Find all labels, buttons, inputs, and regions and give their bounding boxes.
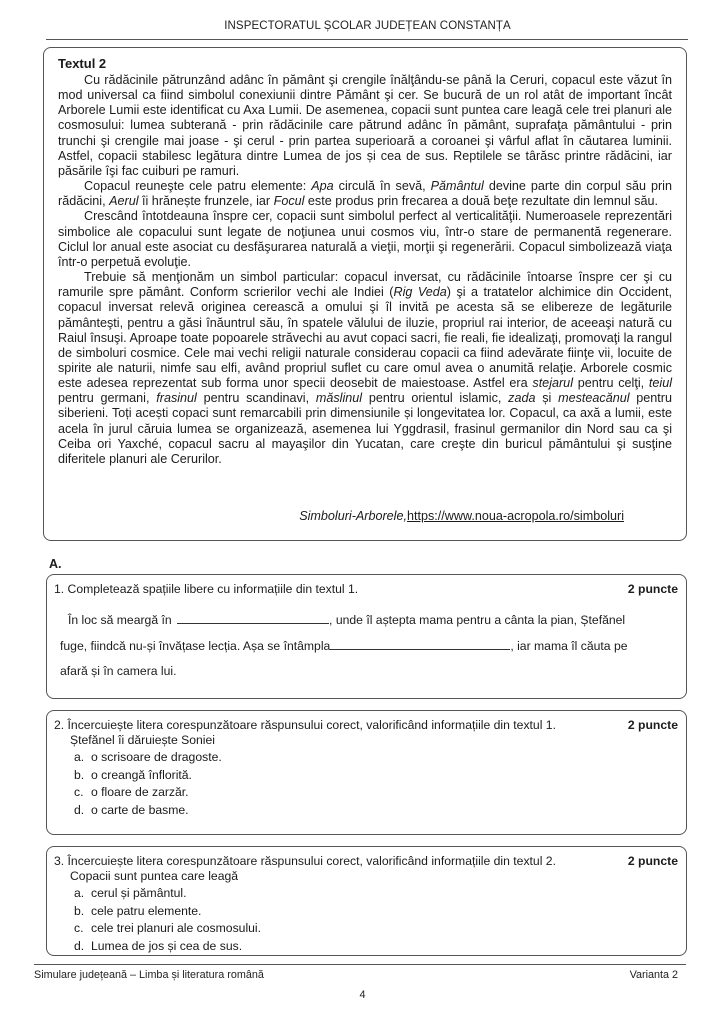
page-header-institution: INSPECTORATUL ȘCOLAR JUDEȚEAN CONSTANȚA [224, 20, 511, 32]
question-1-instruction: 1. Completează spațiile libere cu informațiile din textul 1. [54, 582, 359, 596]
text2-title: Textul 2 [58, 56, 107, 71]
option-letter: b. [74, 903, 85, 918]
fill-text-part-2: , unde îl aștepta mama pentru a cânta la pian, Ștefănel [329, 613, 626, 627]
question-1-box [46, 574, 687, 699]
section-a-label: A. [49, 557, 62, 571]
option-a[interactable] [74, 885, 261, 903]
option-text: cerul și pământul. [91, 886, 187, 900]
option-b[interactable] [74, 903, 261, 921]
fill-text-part-4: , iar mama îl căuta pe [510, 638, 628, 653]
question-3-stem: Copacii sunt puntea care leagă [70, 869, 239, 883]
question-2-header [54, 718, 678, 733]
fill-text-part-5: afară și în camera lui. [60, 664, 177, 678]
option-d[interactable] [74, 802, 222, 820]
footer-divider [34, 964, 686, 965]
fill-text-part-1: În loc să meargă în [68, 613, 176, 627]
question-2-box [46, 710, 687, 835]
page-number: 4 [359, 989, 366, 1001]
option-text: o floare de zarzăr. [91, 785, 189, 799]
option-c[interactable] [74, 784, 222, 802]
question-1-fill-text [54, 608, 674, 685]
source-title: Simboluri-Arborele, [299, 509, 407, 523]
question-1-points: 2 puncte [627, 582, 678, 596]
question-1-header [54, 582, 678, 597]
text2-paragraph-3: Crescând întotdeauna înspre cer, copacii sunt simbolul perfect al verticalităţii. Numeroasele reprezentări simbolice ale copacului sunt legate de noţiunea unui cosmos viu, într-o stare de permanentă regenerare. Ciclul lor anual este asociat cu desfăşurarea naturală a vieţii, morţii şi regenerării. Copacul simbolizează viaţa într-o perpetuă evoluţie. [58, 209, 672, 269]
question-3-options [74, 885, 261, 955]
blank-field-2[interactable] [330, 638, 510, 650]
option-c[interactable] [74, 920, 261, 938]
question-3-instruction: 3. Încercuiește litera corespunzătoare răspunsului corect, valorificând informațiile din textul 2. [54, 854, 556, 868]
option-text: cele patru elemente. [91, 903, 202, 918]
header-divider [46, 39, 688, 40]
option-d[interactable] [74, 938, 261, 956]
option-text: o creangă înflorită. [91, 767, 192, 782]
fill-text-part-3: fuge, fiindcă nu-și învățase lecția. Așa se întâmpla [60, 638, 331, 653]
option-text: o scrisoare de dragoste. [91, 750, 222, 764]
option-letter: d. [74, 802, 85, 817]
question-2-options [74, 749, 222, 819]
text2-paragraph-1: Cu rădăcinile pătrunzând adânc în pământ şi crengile înălţându-se până la Ceruri, copacul este văzut în mod universal ca fiind simbolul conexiunii dintre Pământ şi cer. Se bucură de un rol atât de important încât Arborele Lumii este identificat cu Axa Lumii. De asemenea, copacii sunt puntea care leagă cele trei planuri ale cosmosului: lumea subterană - prin rădăcinile care pătrund adânc în pământ, suprafaţa pământului - prin trunchi şi crengile mai joase - şi cerul - prin partea superioară a coroanei şi vârful aflat în căutarea luminii. Astfel, copacii stabilesc legătura dintre Lumea de jos și cea de sus. Reptilele se târăsc printre rădăcini, iar păsările îşi fac cuiburi pe ramuri. [58, 73, 672, 178]
option-a[interactable] [74, 749, 222, 767]
question-2-instruction: 2. Încercuiește litera corespunzătoare răspunsului corect, valorificând informațiile din textul 1. [54, 718, 556, 732]
option-text: o carte de basme. [91, 802, 189, 817]
option-b[interactable] [74, 767, 222, 785]
option-letter: b. [74, 767, 85, 782]
text2-body [58, 73, 672, 467]
text2-paragraph-4: Trebuie să menţionăm un simbol particular: copacul inversat, cu rădăcinile întoarse înspre cer şi cu ramurile spre pământ. Conform scrierilor vechi ale Indiei (Rig Veda) şi a tratatelor alchimice din Occident, copacul inversat relevă originea cerească a omului şi îl invită pe acesta să se elibereze de legăturile pământeşti, pentru a găsi înăuntrul său, în spatele vălului de iluzie, propriul rai interior, de aceeaşi natură cu Raiul însuşi. Aproape toate popoarele străvechi au avut copaci sacri, fie reali, fie idealizaţi, promovaţi la rangul de simboluri cosmice. Cele mai vechi religii naturale considerau copacii ca fiind adevărate fiinţe vii, locuite de spirite ale naturii, nimfe sau elfi, având propriul suflet cu care omul avea o anumită relaţie. Arborele cosmic este adesea reprezentat sub forma unor specii deosebit de maiestoase. Astfel era stejarul pentru celţi, teiul pentru germani, frasinul pentru scandinavi, măslinul pentru orientul islamic, zada și mesteacănul pentru siberieni. Toți acești copaci sunt remarcabili prin dimensiunile și longevitatea lor. Copacul, ca axă a lumii, este acela în jurul căruia lumea se organizează, asemenea lui Yggdrasil, frasinul germanilor din Nord sau ca şi Ceiba ori Yaxché, copacul sacru al mayaşilor din Yucatan, care creşte din buricul pământului şi susţine diferitele planuri ale Cerurilor. [58, 270, 673, 466]
footer-variant: Varianta 2 [629, 969, 678, 981]
text2-box [43, 47, 687, 541]
question-3-box [46, 846, 687, 956]
option-letter: c. [74, 785, 84, 799]
option-letter: a. [74, 886, 85, 900]
text2-paragraph-2: Copacul reuneşte cele patru elemente: Apa circulă în sevă, Pământul devine parte din corpul său prin rădăcini, Aerul îi hrănește frunzele, iar Focul este produs prin frecarea a două beţe rezultate din lemnul său. [58, 179, 672, 209]
option-letter: a. [74, 750, 85, 764]
footer-exam-title: Simulare județeană – Limba și literatura română [34, 969, 264, 981]
question-3-header [54, 854, 678, 869]
option-letter: c. [74, 921, 84, 935]
source-link[interactable]: https://www.noua-acropola.ro/simboluri [407, 509, 624, 523]
question-2-points: 2 puncte [627, 718, 678, 732]
question-2-stem: Ștefănel îi dăruiește Soniei [70, 733, 215, 747]
question-3-points: 2 puncte [627, 854, 678, 868]
option-letter: d. [74, 938, 85, 953]
option-text: Lumea de jos și cea de sus. [91, 938, 243, 953]
blank-field-1[interactable] [177, 612, 329, 624]
source-citation [299, 509, 624, 523]
option-text: cele trei planuri ale cosmosului. [91, 921, 262, 935]
